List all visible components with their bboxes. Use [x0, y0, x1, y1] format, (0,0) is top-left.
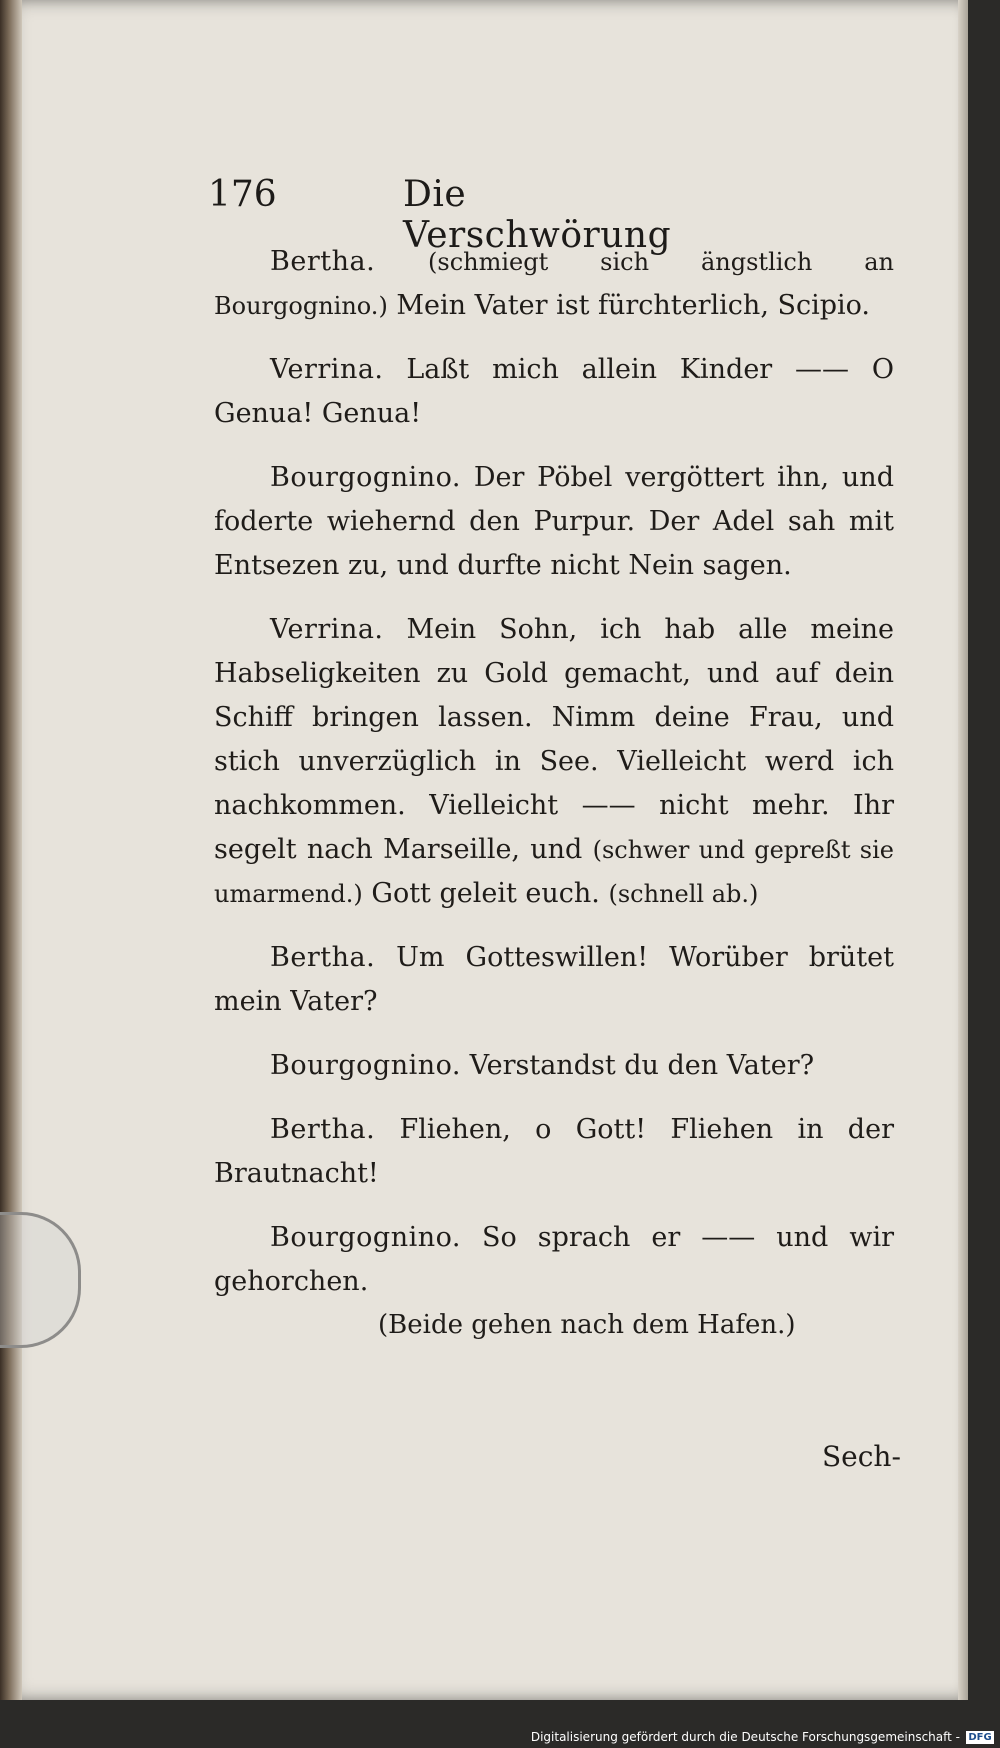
dfg-logo-icon: DFG	[966, 1731, 994, 1744]
stage-direction: (schnell ab.)	[608, 880, 759, 908]
dialogue-text: Verstandst du den Vater?	[469, 1050, 815, 1081]
speaker-name: Bertha.	[270, 1114, 376, 1145]
dialogue-text: Der Pöbel vergöttert ihn, und foderte wiehernd den Purpur. Der Adel sah mit Entsezen zu, und durfte nicht Nein sagen.	[214, 462, 894, 581]
running-title: Die Verschwörung	[403, 174, 672, 256]
stage-direction: (schwer und gepreßt sie umarmend.)	[214, 836, 894, 908]
speaker-name: Bourgognino.	[270, 1222, 461, 1253]
page-clip	[0, 1212, 81, 1348]
book-spine	[0, 0, 22, 1700]
catchword: Sech-	[822, 1440, 901, 1473]
speaker-name: Bourgognino.	[270, 462, 461, 493]
speaker-name: Verrina.	[270, 614, 384, 645]
speaker-name: Bourgognino.	[270, 1050, 461, 1081]
paragraph	[214, 936, 894, 1024]
paragraph	[214, 1216, 894, 1304]
text-block	[214, 240, 894, 1324]
dialogue-text: Fliehen, o Gott! Fliehen in der Brautnacht!	[214, 1114, 894, 1189]
page-header	[208, 174, 698, 256]
speaker-name: Verrina.	[270, 354, 384, 385]
paragraph	[214, 1108, 894, 1196]
speaker-name: Bertha.	[270, 246, 376, 277]
dialogue-text: Um Gotteswillen! Worüber brütet mein Vater?	[214, 942, 894, 1017]
stage-direction: (schmiegt sich ängstlich an Bourgognino.)	[214, 248, 894, 320]
paragraph	[214, 456, 894, 588]
dialogue-text: So sprach er —— und wir gehorchen.	[214, 1222, 894, 1297]
speaker-name: Bertha.	[270, 942, 376, 973]
paragraph	[214, 240, 894, 328]
dialogue-text: Mein Vater ist fürchterlich, Scipio.	[396, 290, 871, 321]
paragraph	[214, 608, 894, 916]
paragraph	[214, 1044, 894, 1088]
paragraph	[214, 348, 894, 436]
exit-stage-direction: (Beide gehen nach dem Hafen.)	[378, 1310, 796, 1340]
footer-credit: Digitalisierung gefördert durch die Deutsche Forschungsgemeinschaft -	[530, 1730, 960, 1744]
page-edge	[958, 0, 968, 1700]
page-number: 176	[208, 174, 277, 215]
dialogue-text: Mein Sohn, ich hab alle meine Habseligkeiten zu Gold gemacht, und auf dein Schiff bringen lassen. Nimm deine Frau, und stich unverzüglich in See. Vielleicht werd ich nachkommen. Vielleicht —— nicht mehr. Ihr segelt nach Marseille, und	[214, 614, 894, 865]
dialogue-text: Gott geleit euch.	[371, 878, 600, 909]
dialogue-text: Laßt mich allein Kinder —— O Genua! Genua!	[214, 354, 894, 429]
footer-bar	[0, 1700, 1000, 1748]
